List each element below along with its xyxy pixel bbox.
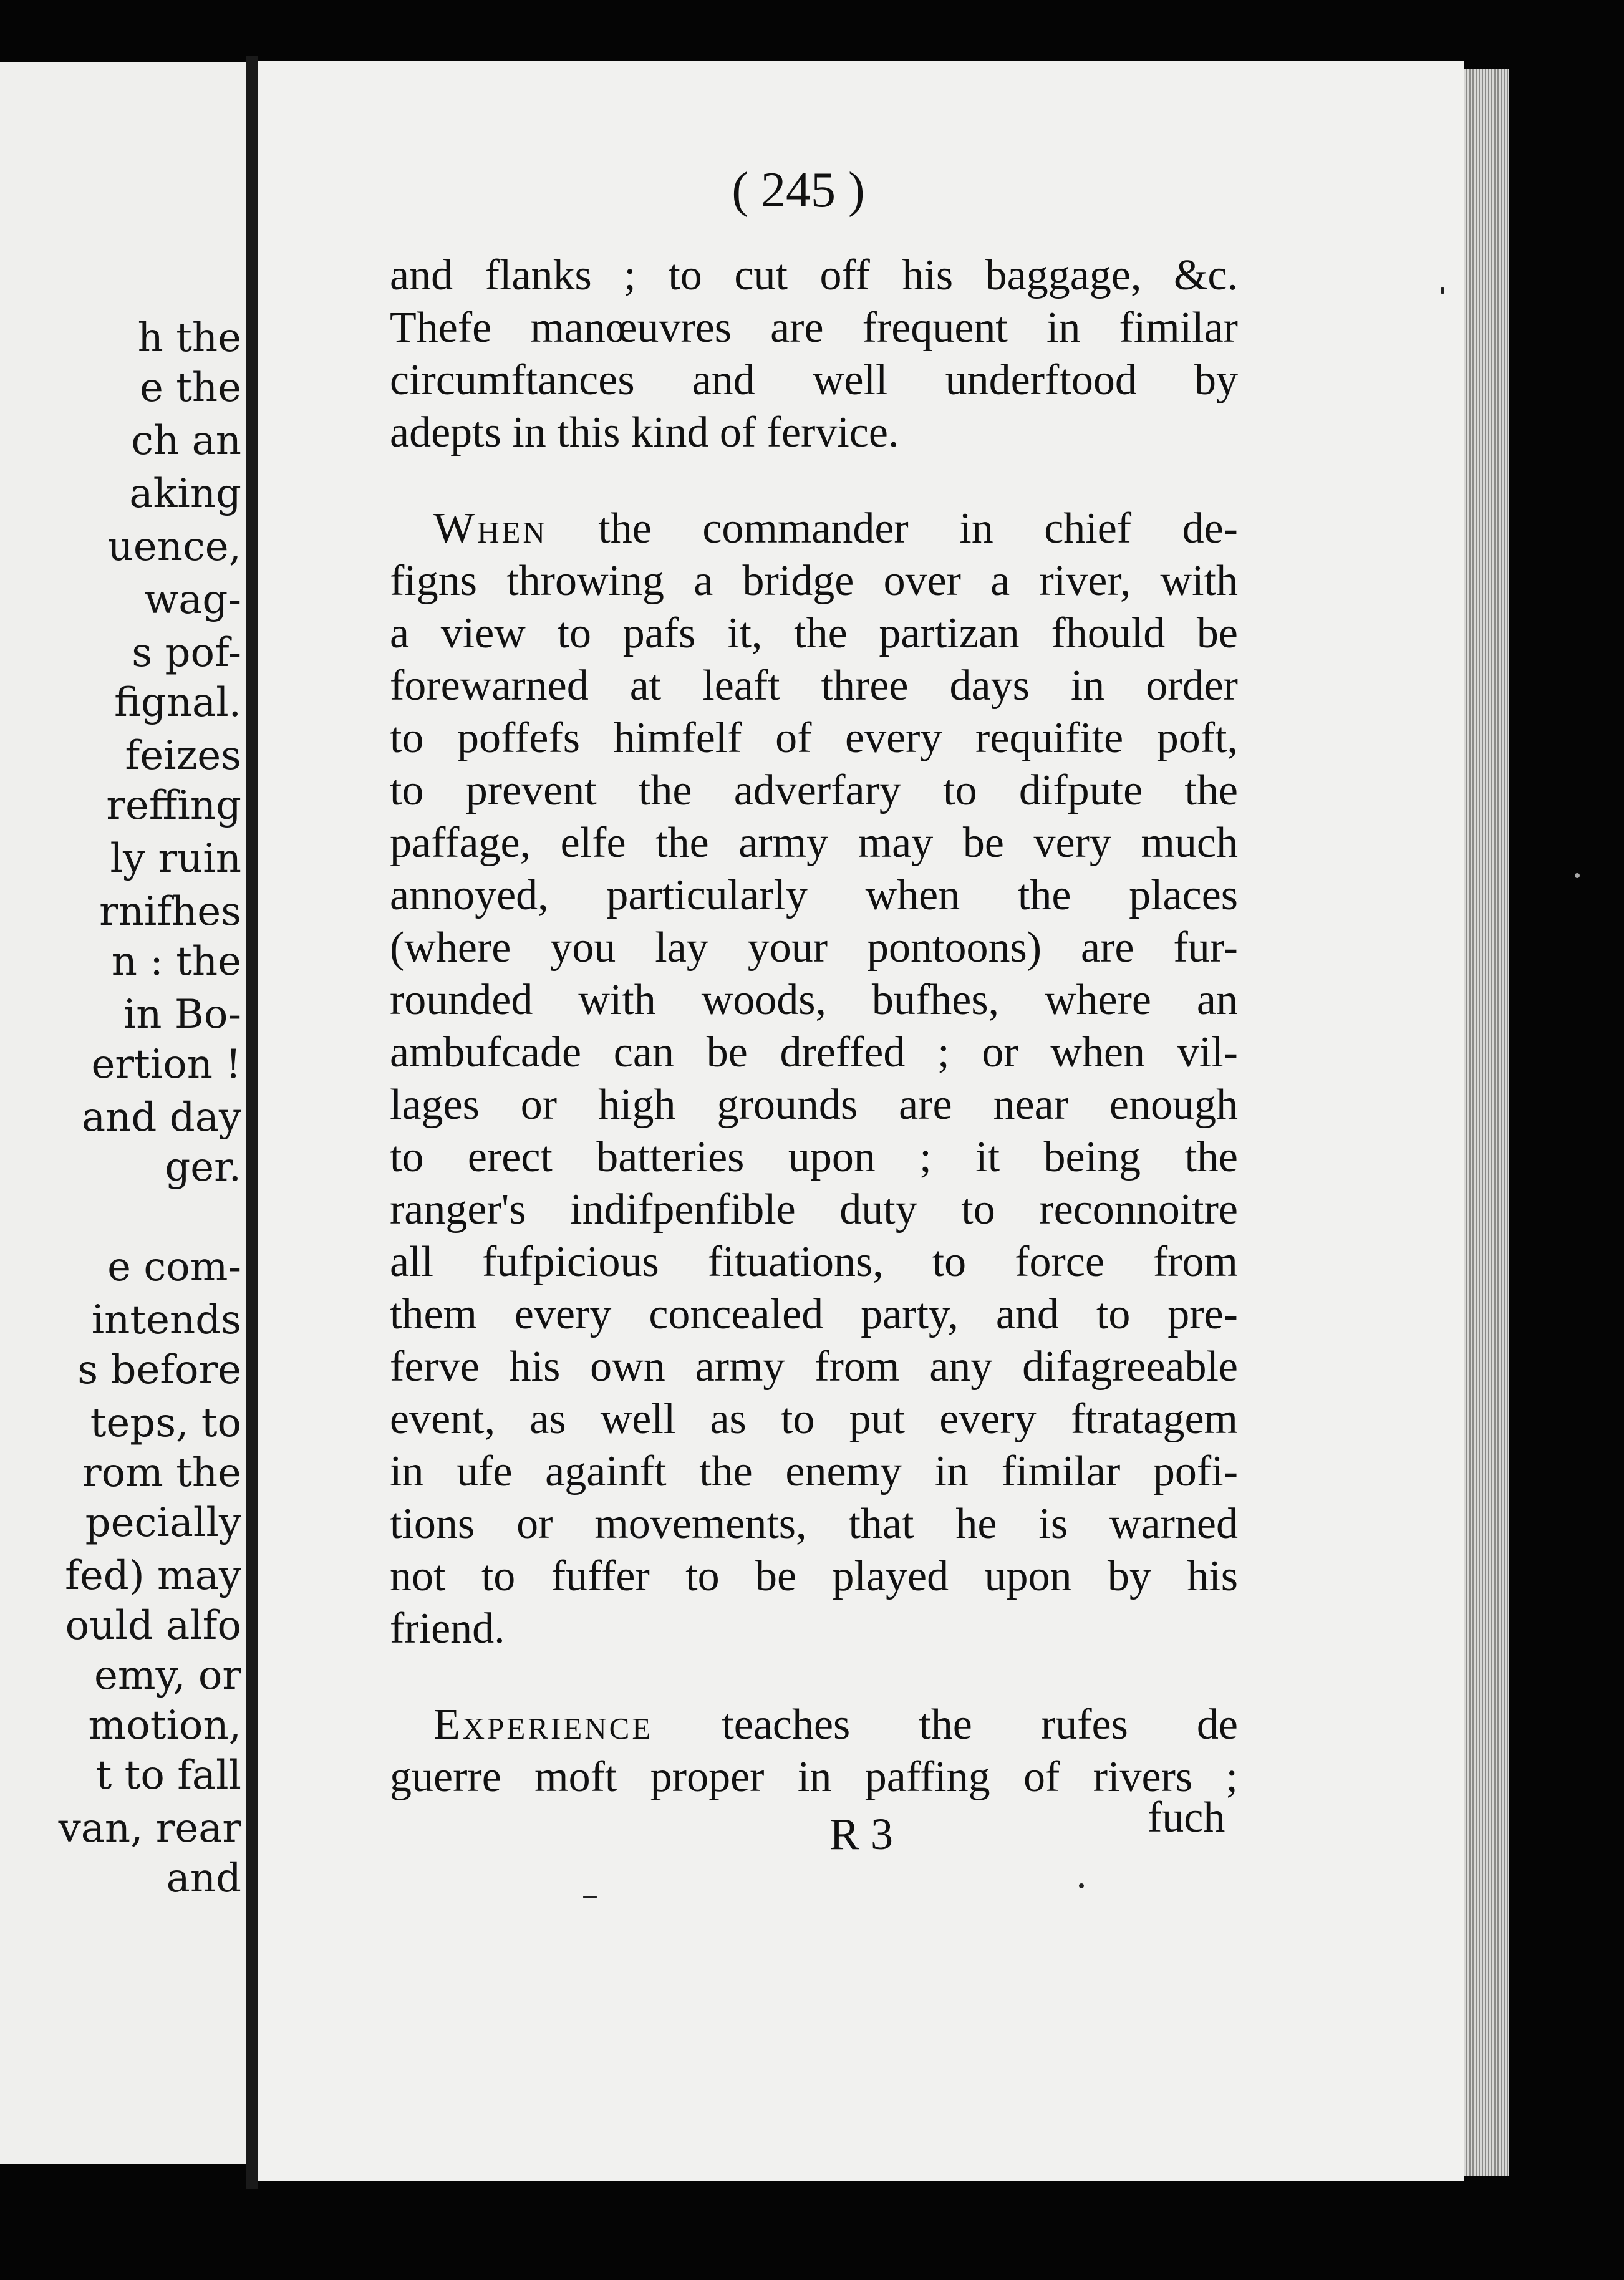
ink-speck [583,1896,597,1898]
left-page [0,62,246,2164]
text-line: tions or movements, that he is warned [390,1500,1238,1548]
text-fragment: teaches the rufes de [653,1701,1238,1749]
left-text-line: s pof- [132,630,241,676]
left-text-line: pecially [85,1500,241,1546]
paragraph-lead-word: When [433,505,548,553]
left-text-line: and day [82,1094,241,1141]
left-text-line: n : the [111,939,241,985]
left-text-line: intends [91,1297,241,1343]
left-text-line: ger. [165,1144,241,1191]
ink-speck [1441,287,1444,294]
text-line: to poffefs himfelf of every requifite poft, [390,714,1238,762]
text-line [390,1699,1238,1751]
text-fragment: the commander in chief de- [547,505,1238,553]
catchword: fuch [1148,1794,1225,1842]
text-line: guerre moft proper in paffing of rivers ; [390,1753,1238,1801]
text-line: them every concealed party, and to pre- [390,1290,1238,1338]
text-line: paffage, elfe the army may be very much [390,819,1238,867]
left-text-line: aking [129,471,241,517]
left-text-line: fed) may [65,1553,241,1599]
text-line: rounded with woods, bufhes, where an [390,976,1238,1024]
text-line: event, as well as to put every ftratagem [390,1395,1238,1443]
left-text-line: ertion ! [91,1041,241,1088]
ink-speck [1575,873,1580,878]
text-line: figns throwing a bridge over a river, with [390,557,1238,605]
left-text-line: rom the [82,1450,241,1496]
right-page-body [390,249,1238,1804]
paragraph-lead-word: Experience [433,1701,654,1749]
left-text-line: reffing [106,783,241,829]
text-line: a view to pafs it, the partizan fhould be [390,609,1238,657]
text-line: circumftances and well underftood by [390,356,1238,404]
text-line: adepts in this kind of fervice. [390,408,899,456]
text-line: and flanks ; to cut off his baggage, &c. [390,251,1238,299]
left-text-line: emy, or [94,1653,241,1699]
running-head: ( 245 ) [732,163,865,218]
text-line: ranger's indifpenfible duty to reconnoitre [390,1186,1238,1234]
left-text-line: motion, [88,1703,241,1749]
text-line [390,503,1238,555]
left-text-line: e the [139,365,241,411]
left-text-line: h the [137,315,241,361]
text-line: ambufcade can be dreffed ; or when vil- [390,1028,1238,1076]
book-gutter [246,56,258,2189]
left-text-line: uence, [107,524,241,570]
text-line: to prevent the adverfary to difpute the [390,766,1238,814]
left-text-line: van, rear [58,1805,241,1852]
ink-speck [1079,1883,1084,1888]
paragraph-3 [390,1699,1238,1804]
left-text-line: ould alfo [65,1603,241,1649]
signature-mark: R 3 [829,1809,894,1859]
text-line: in ufe againft the enemy in fimilar pofi- [390,1447,1238,1495]
left-text-line: s before [77,1347,241,1393]
text-line: ferve his own army from any difagreeable [390,1343,1238,1391]
text-line: forewarned at leaft three days in order [390,662,1238,710]
left-text-line: ly ruin [110,836,241,882]
text-line: Thefe manœuvres are frequent in fimilar [390,304,1238,352]
text-line: not to fuffer to be played upon by his [390,1552,1238,1600]
text-line: all fufpicious fituations, to force from [390,1238,1238,1286]
left-text-line: e com- [107,1244,241,1290]
text-line: annoyed, particularly when the places [390,871,1238,919]
left-text-line: t to fall [95,1752,241,1799]
text-line: (where you lay your pontoons) are fur- [390,924,1238,972]
left-text-line: in Bo- [123,992,241,1038]
text-line: lages or high grounds are near enough [390,1081,1238,1129]
left-text-line: fignal. [114,680,241,726]
paragraph-1 [390,249,1238,459]
left-text-line: ch an [131,418,241,464]
left-text-line: rnifhes [99,889,241,935]
left-text-line: feizes [125,733,241,779]
left-text-line: and [166,1855,241,1901]
page-edges [1464,69,1509,2176]
paragraph-2 [390,503,1238,1655]
left-text-line: wag- [144,577,241,623]
text-line: to erect batteries upon ; it being the [390,1133,1238,1181]
text-line: friend. [390,1605,505,1653]
left-text-line: teps, to [90,1400,241,1446]
